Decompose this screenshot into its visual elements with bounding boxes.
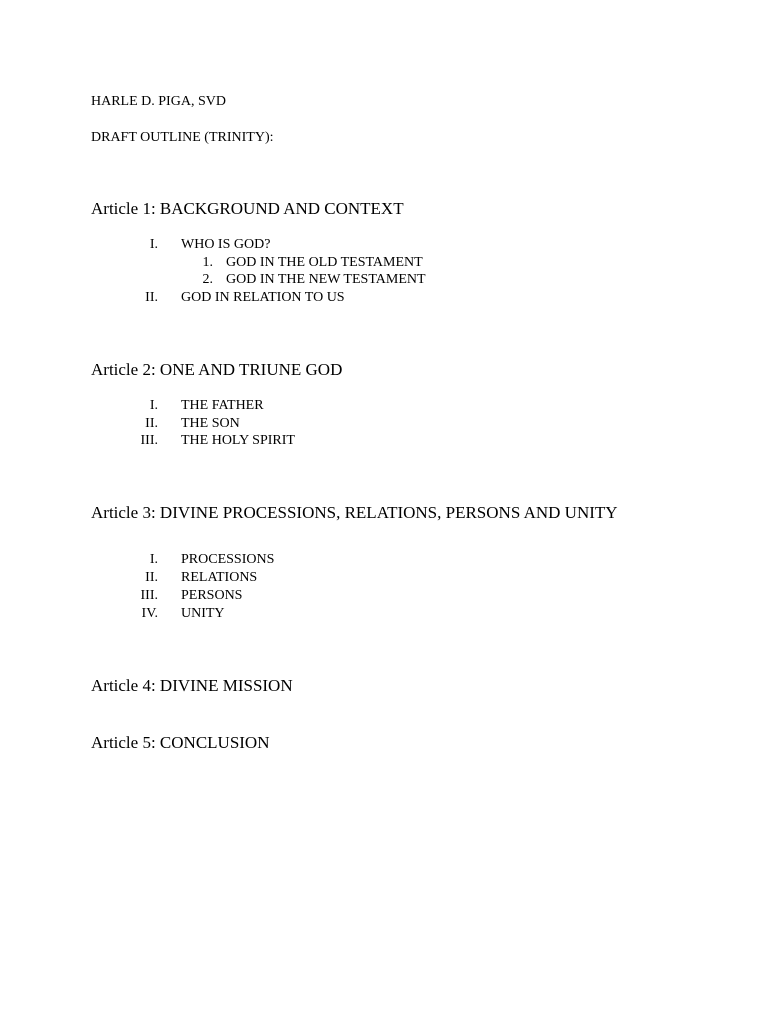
- list-item-text: THE HOLY SPIRIT: [181, 433, 295, 448]
- article-5-heading: Article 5: CONCLUSION: [91, 733, 270, 752]
- sublist-item-text: GOD IN THE OLD TESTAMENT: [226, 255, 423, 270]
- sublist-item-text: GOD IN THE NEW TESTAMENT: [226, 272, 426, 287]
- list-item-text: UNITY: [181, 606, 225, 621]
- article-3-heading: Article 3: DIVINE PROCESSIONS, RELATIONS, PERSONS AND UNITY: [91, 503, 618, 522]
- list-item-text: PROCESSIONS: [181, 552, 275, 567]
- list-item-number: II.: [145, 570, 158, 585]
- article-1-heading: Article 1: BACKGROUND AND CONTEXT: [91, 199, 404, 218]
- list-item-text: WHO IS GOD?: [181, 237, 271, 252]
- list-item-number: II.: [145, 416, 158, 431]
- sublist-item-number: 1.: [202, 255, 213, 270]
- list-item-number: IV.: [141, 606, 158, 621]
- list-item-number: I.: [149, 237, 158, 252]
- list-item-number: I.: [149, 398, 158, 413]
- list-item-text: GOD IN RELATION TO US: [181, 290, 345, 305]
- list-item-text: THE SON: [181, 416, 240, 431]
- list-item-text: THE FATHER: [181, 398, 264, 413]
- article-2-heading: Article 2: ONE AND TRIUNE GOD: [91, 360, 343, 379]
- list-item-text: PERSONS: [181, 588, 243, 603]
- article-4-heading: Article 4: DIVINE MISSION: [91, 676, 293, 695]
- list-item-number: III.: [140, 433, 158, 448]
- outline-label: DRAFT OUTLINE (TRINITY):: [91, 130, 274, 145]
- sublist-item-number: 2.: [202, 272, 213, 287]
- list-item-number: III.: [140, 588, 158, 603]
- list-item-text: RELATIONS: [181, 570, 258, 585]
- author-name: HARLE D. PIGA, SVD: [91, 94, 226, 109]
- list-item-number: I.: [149, 552, 158, 567]
- list-item-number: II.: [145, 290, 158, 305]
